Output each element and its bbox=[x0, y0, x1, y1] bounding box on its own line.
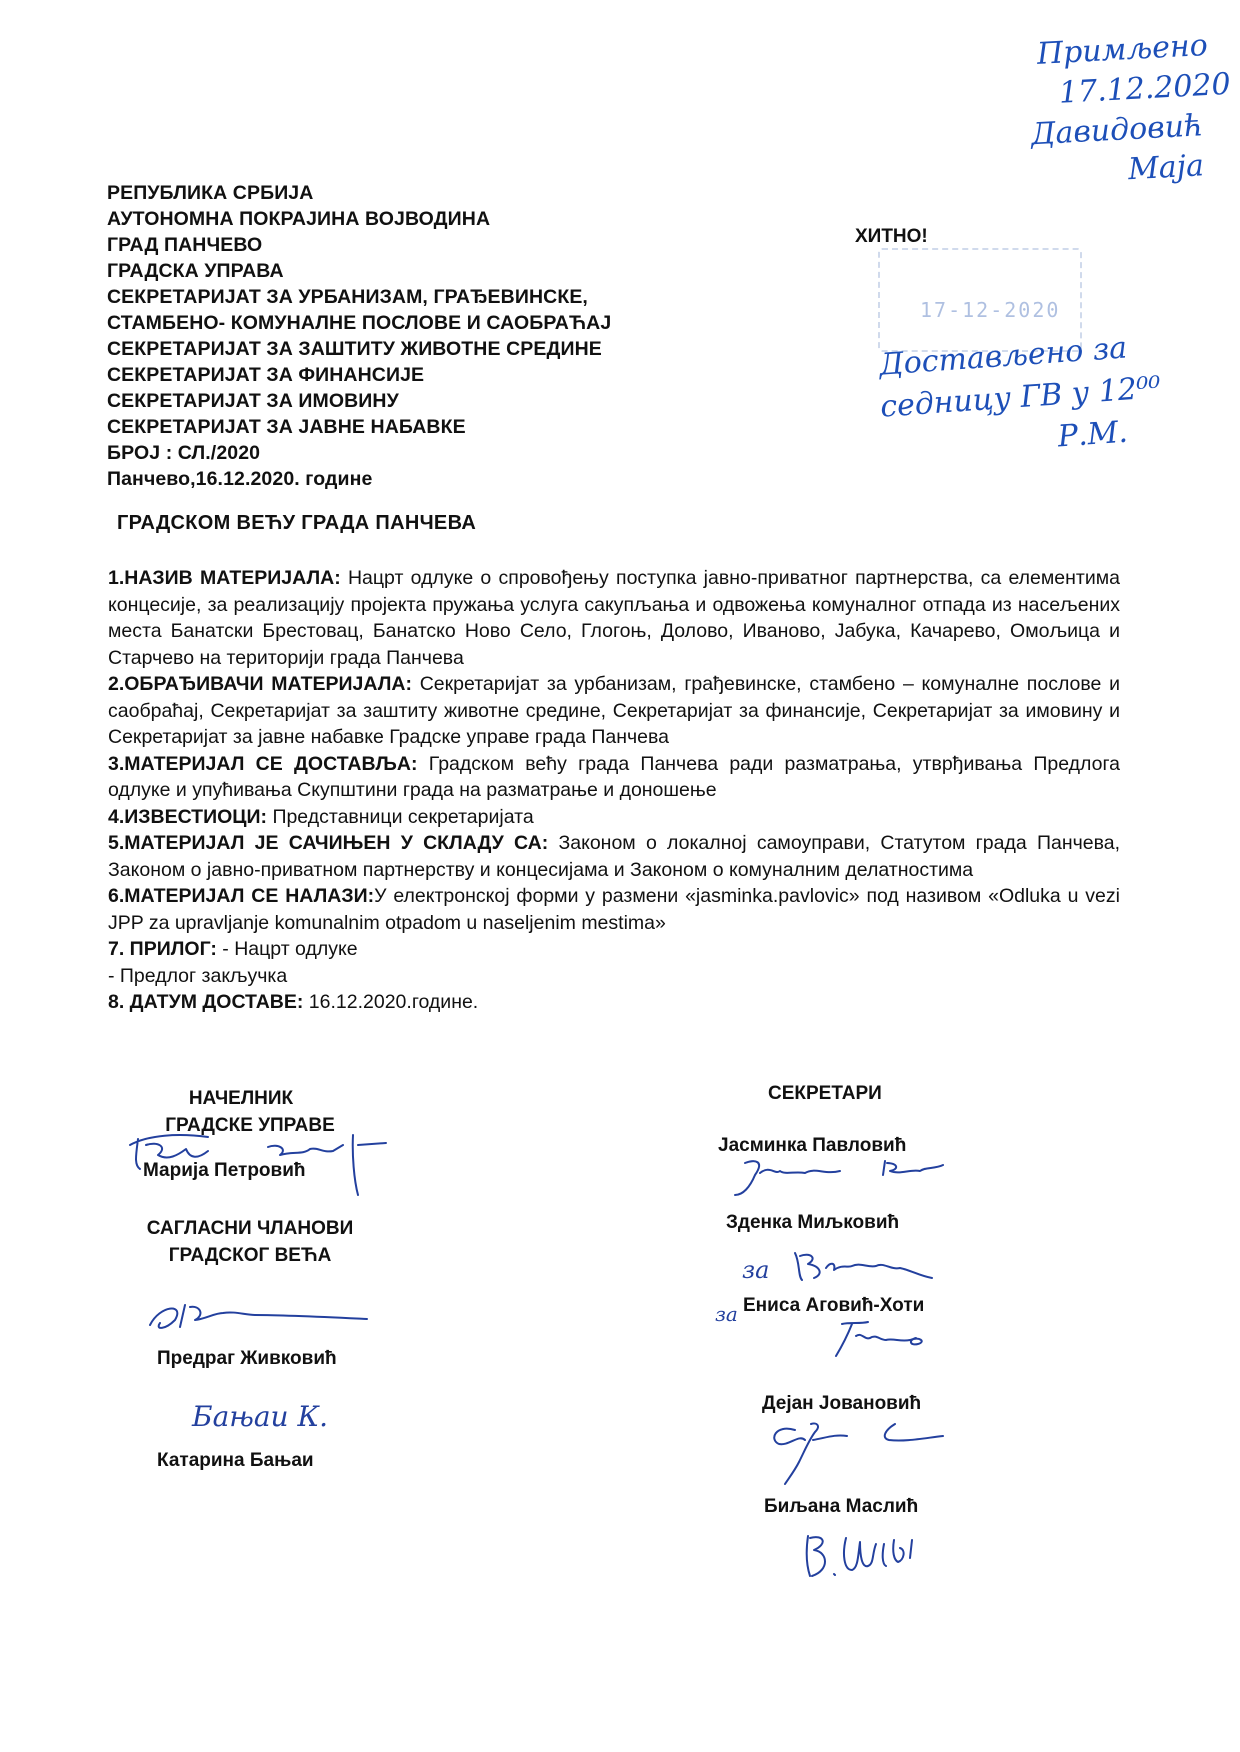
section-8 bbox=[108, 989, 1120, 1016]
signature-member-2: Бањаи К. bbox=[192, 1400, 329, 1433]
letterhead-line: СЕКРЕТАРИЈАТ ЗА УРБАНИЗАМ, ГРАЂЕВИНСКЕ, bbox=[107, 286, 588, 308]
signature-prefix: за bbox=[715, 1302, 738, 1326]
signature-prefix: за bbox=[742, 1256, 770, 1284]
section-text: 16.12.2020.године. bbox=[303, 991, 479, 1013]
signature-secretary-1 bbox=[725, 1155, 955, 1200]
secretary-name: Зденка Миљковић bbox=[726, 1212, 900, 1233]
member-name: Предраг Живковић bbox=[157, 1348, 337, 1369]
urgent-label: ХИТНО! bbox=[855, 226, 928, 247]
letterhead-line: СЕКРЕТАРИЈАТ ЗА ЗАШТИТУ ЖИВОТНЕ СРЕДИНЕ bbox=[107, 338, 602, 360]
section-6 bbox=[108, 883, 1120, 936]
letterhead-line: ГРАД ПАНЧЕВО bbox=[107, 234, 263, 256]
stamp-initials: Р.М. bbox=[1056, 414, 1129, 455]
section-label: 2.ОБРАЂИВАЧИ МАТЕРИЈАЛА: bbox=[108, 673, 412, 695]
section-text: Градском већу града Панчева ради разматрања, утврђивања Предлога одлуке и упућивања Скупштини града на разматрање и доношење bbox=[108, 752, 1120, 801]
signature-member-1 bbox=[145, 1295, 375, 1335]
section-3 bbox=[108, 751, 1120, 804]
head-title-line: ГРАДСКЕ УПРАВЕ bbox=[165, 1115, 335, 1136]
document-body bbox=[108, 565, 1120, 1016]
secretary-name: Јасминка Павловић bbox=[718, 1135, 907, 1156]
letterhead bbox=[107, 180, 611, 492]
section-text: У електронској форми у размени «jasminka.pavlovic» под називом «Odluka u vezi JPP za upravljanje komunalnim otpadom u naseljenim mestima» bbox=[108, 885, 1120, 934]
letterhead-line: РЕПУБЛИКА СРБИЈА bbox=[107, 182, 314, 204]
document-number: БРОЈ : СЛ./2020 bbox=[107, 442, 261, 464]
council-title-line: САГЛАСНИ ЧЛАНОВИ bbox=[146, 1218, 354, 1239]
section-label: 7. ПРИЛОГ: bbox=[108, 938, 217, 960]
signature-secretary-2 bbox=[790, 1248, 940, 1288]
section-text: Законом о локалној самоуправи, Статутом града Панчева, Законом о јавно-приватном партнерству и концесијама и Законом о комуналним делатностима bbox=[108, 832, 1120, 881]
received-note-date: 17.12.2020 bbox=[1058, 66, 1232, 111]
section-2 bbox=[108, 671, 1120, 751]
letterhead-line: АУТОНОМНА ПОКРАЈИНА ВОЈВОДИНА bbox=[107, 208, 491, 230]
section-text: - Предлог закључка bbox=[108, 964, 288, 987]
section-text: - Нацрт одлуке bbox=[216, 938, 358, 960]
section-text: Секретаријат за урбанизам, грађевинске, стамбено – комуналне послове и саобраћај, Секретаријат за заштиту животне средине, Секретаријат за финансије, Секретаријат за имовину и Секретаријат за јавне набавке Градске управе града Панчева bbox=[108, 673, 1120, 748]
secretary-name: Дејан Јовановић bbox=[762, 1393, 922, 1414]
signature-secretary-5 bbox=[800, 1530, 930, 1585]
received-note-line: Давидовић bbox=[1030, 108, 1205, 153]
section-text: Представници секретаријата bbox=[267, 805, 534, 828]
section-label: 1.НАЗИВ МАТЕРИЈАЛА: bbox=[108, 567, 341, 589]
section-7 bbox=[108, 936, 1120, 963]
council-title-line: ГРАДСКОГ ВЕЋА bbox=[168, 1245, 332, 1266]
council-title bbox=[135, 1215, 365, 1269]
signature-secretary-4 bbox=[765, 1420, 955, 1490]
section-label: 3.МАТЕРИЈАЛ СЕ ДОСТАВЉА: bbox=[108, 752, 418, 775]
received-note-line: Маја bbox=[1127, 148, 1205, 188]
section-7-cont bbox=[108, 963, 1120, 990]
section-label: 6.МАТЕРИЈАЛ СЕ НАЛАЗИ: bbox=[108, 885, 375, 907]
letterhead-line: СЕКРЕТАРИЈАТ ЗА ИМОВИНУ bbox=[107, 390, 399, 412]
head-title-line: НАЧЕЛНИК bbox=[188, 1088, 294, 1109]
letterhead-line: СЕКРЕТАРИЈАТ ЗА ФИНАНСИЈЕ bbox=[107, 364, 425, 386]
addressee: ГРАДСКОМ ВЕЋУ ГРАДА ПАНЧЕВА bbox=[117, 512, 477, 534]
section-label: 5.МАТЕРИЈАЛ ЈЕ САЧИЊЕН У СКЛАДУ СА: bbox=[108, 832, 549, 854]
section-label: 8. ДАТУМ ДОСТАВЕ: bbox=[108, 991, 304, 1013]
received-note bbox=[1026, 25, 1236, 195]
place-date: Панчево,16.12.2020. године bbox=[107, 468, 373, 490]
letterhead-line: ГРАДСКА УПРАВА bbox=[107, 260, 284, 282]
letterhead-line: СЕКРЕТАРИЈАТ ЗА ЈАВНЕ НАБАВКЕ bbox=[107, 416, 466, 438]
section-text: Нацрт одлуке о спровођењу поступка јавно-приватног партнерства, са елементима концесије, за реализацију пројекта пружања услуга сакупљања и одвожења комуналног отпада из насељених места Банатски Брестовац, Банатско Ново Село, Глогоњ, Долово, Иваново, Јабука, Качарево, Омољица и Старчево на територији града Панчева bbox=[108, 567, 1120, 669]
section-4 bbox=[108, 804, 1120, 831]
received-note-line: Примљено bbox=[1036, 27, 1209, 72]
member-name: Катарина Бањаи bbox=[157, 1450, 314, 1471]
head-name: Марија Петровић bbox=[143, 1160, 306, 1181]
secretary-name: Биљана Маслић bbox=[764, 1496, 919, 1517]
section-5 bbox=[108, 830, 1120, 883]
secretaries-title: СЕКРЕТАРИ bbox=[768, 1083, 882, 1104]
secretary-name: Ениса Аговић-Хоти bbox=[743, 1295, 925, 1316]
stamp-date: 17-12-2020 bbox=[920, 298, 1061, 322]
section-1 bbox=[108, 565, 1120, 671]
letterhead-line: СТАМБЕНО- КОМУНАЛНЕ ПОСЛОВЕ И САОБРАЋАЈ bbox=[107, 312, 612, 334]
signature-secretary-3 bbox=[830, 1320, 940, 1360]
section-label: 4.ИЗВЕСТИОЦИ: bbox=[108, 805, 268, 828]
stamp-note-line: Достављено за bbox=[878, 330, 1129, 383]
stamp-note-line: седницу ГВ у 12⁰⁰ bbox=[879, 370, 1162, 425]
stamp-note bbox=[876, 325, 1165, 470]
